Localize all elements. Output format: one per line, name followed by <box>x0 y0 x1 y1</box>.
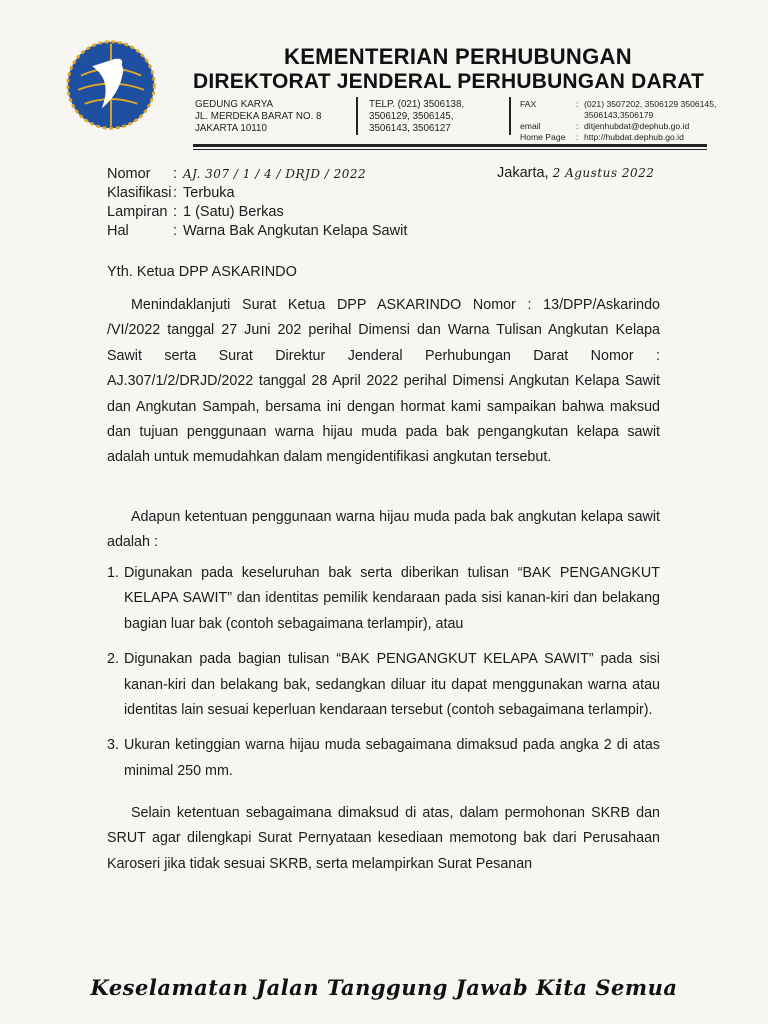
list-number: 3. <box>107 737 119 754</box>
meta-row-hal <box>107 222 407 241</box>
meta-label: Hal <box>107 223 129 239</box>
meta-row-klasifikasi <box>107 184 407 203</box>
letter-number: AJ. 307 / 1 / 4 / DRJD / 2022 <box>183 167 367 181</box>
contact-label: FAX <box>520 99 537 109</box>
contact-block <box>520 99 724 143</box>
letterhead-rule <box>193 144 707 147</box>
list-item <box>107 647 660 723</box>
telephone-numbers: TELP. (021) 3506138, 3506129, 3506145, 3506143, 3506127 <box>369 99 465 134</box>
list-item <box>107 733 660 784</box>
list-item <box>107 561 660 637</box>
recipient: Yth. Ketua DPP ASKARINDO <box>107 264 297 280</box>
contact-row-email <box>520 121 724 132</box>
letter-date <box>497 165 654 181</box>
contact-value: ditjenhubdat@dephub.go.id <box>584 121 690 131</box>
paragraph-1 <box>107 293 660 471</box>
meta-colon: : <box>173 185 178 201</box>
contact-label: email <box>520 121 541 131</box>
meta-row-nomor <box>107 165 407 184</box>
paragraph-3 <box>107 801 660 877</box>
meta-row-lampiran <box>107 203 407 222</box>
contact-colon: : <box>576 121 579 131</box>
office-address: GEDUNG KARYA JL. MERDEKA BARAT NO. 8 JAKARTA 10110 <box>195 99 322 134</box>
contact-row-homepage <box>520 132 724 143</box>
meta-value: Warna Bak Angkutan Kelapa Sawit <box>183 223 408 239</box>
paragraph-2 <box>107 505 660 556</box>
meta-value: 1 (Satu) Berkas <box>183 204 284 220</box>
list-number: 1. <box>107 565 119 581</box>
letter-meta <box>107 165 407 241</box>
divider-2 <box>509 97 511 135</box>
paragraph-text: Adapun ketentuan penggunaan warna hijau muda pada bak angkutan kelapa sawit adalah : <box>107 509 660 551</box>
meta-colon: : <box>173 204 178 220</box>
date-city: Jakarta, <box>497 165 549 181</box>
contact-row-fax <box>520 99 724 121</box>
divider-1 <box>356 97 358 135</box>
footer-slogan: Keselamatan Jalan Tanggung Jawab Kita Semua <box>90 975 678 1000</box>
contact-label: Home Page <box>520 132 566 142</box>
contact-colon: : <box>576 99 579 109</box>
contact-value: (021) 3507202, 3506129 3506145, 3506143,3506179 <box>584 99 717 120</box>
contact-colon: : <box>576 132 579 142</box>
meta-label: Lampiran <box>107 204 168 220</box>
ministry-logo-icon <box>64 38 158 132</box>
list-text: Ukuran ketinggian warna hijau muda sebagaimana dimaksud pada angka 2 di atas minimal 250 mm. <box>124 737 660 779</box>
ministry-name: KEMENTERIAN PERHUBUNGAN <box>284 44 632 69</box>
meta-colon: : <box>173 166 178 182</box>
contact-value: http://hubdat.dephub.go.id <box>584 132 684 142</box>
list-text: Digunakan pada bagian tulisan “BAK PENGANGKUT KELAPA SAWIT” pada sisi kanan-kiri dan belakang bak, sedangkan diluar itu dapat menggunakan warna atau identitas lain sesuai keperluan kendaraan tersebut (contoh sebagaimana terlampir). <box>124 651 660 719</box>
list-number: 2. <box>107 651 119 668</box>
directorate-name: DIREKTORAT JENDERAL PERHUBUNGAN DARAT <box>193 70 705 93</box>
date-value: 2 Agustus 2022 <box>552 166 655 180</box>
letterhead-rule-thin <box>193 149 707 150</box>
list-text: Digunakan pada keseluruhan bak serta diberikan tulisan “BAK PENGANGKUT KELAPA SAWIT” dan identitas pemilik kendaraan pada sisi kanan-kiri dan belakang bagian luar bak (contoh sebagaimana terlampir), atau <box>124 565 660 632</box>
paragraph-text: Selain ketentuan sebagaimana dimaksud di atas, dalam permohonan SKRB dan SRUT agar dilengkapi Surat Pernyataan kesediaan memotong bak dari Perusahaan Karoseri jika tidak sesuai SKRB, serta melampirkan Surat Pesanan <box>107 805 660 872</box>
meta-label: Klasifikasi <box>107 185 172 201</box>
meta-label: Nomor <box>107 166 151 182</box>
meta-colon: : <box>173 223 178 239</box>
paragraph-text: Menindaklanjuti Surat Ketua DPP ASKARINDO Nomor : 13/DPP/Askarindo /VI/2022 tanggal 27 Juni 202 perihal Dimensi dan Warna Tulisan Angkutan Kelapa Sawit serta Surat Direktur Jenderal Perhubungan Darat Nomor : AJ.307/1/2/DRJD/2022 tanggal 28 April 2022 perihal Dimensi Angkutan Kelapa Sawit dan Angkutan Sampah, bersama ini dengan hormat kami sampaikan bahwa maksud dan tujuan penggunaan warna hijau muda pada bak pengangkutan kelapa sawit adalah untuk memudahkan dalam mengidentifikasi angkutan tersebut. <box>107 297 660 466</box>
provisions-list <box>107 561 660 794</box>
meta-value: Terbuka <box>183 185 235 201</box>
